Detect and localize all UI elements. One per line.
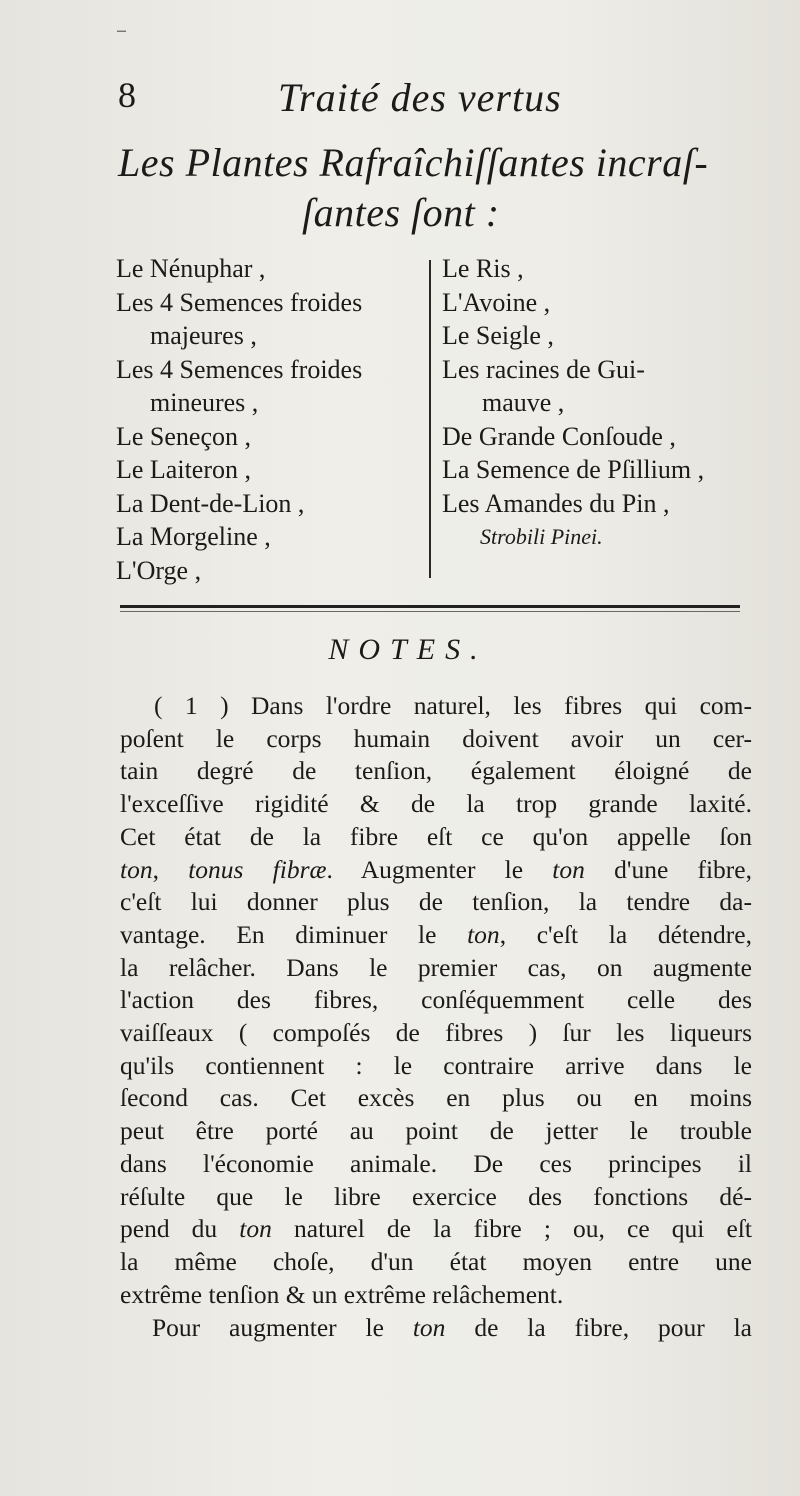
note-line: pend du ton naturel de la fibre ; ou, ce qui eſt	[120, 1214, 752, 1244]
plant-item-text: Le Nénuphar ,	[116, 254, 266, 283]
plant-item-text: L'Orge ,	[116, 555, 202, 585]
plant-item-continuation: mineures ,	[150, 388, 259, 417]
column-divider	[429, 260, 431, 578]
note-line: l'exceſſive rigidité & de la trop grande laxité.	[120, 789, 752, 819]
running-title: Traité des vertus	[278, 75, 562, 120]
note-line: ſecond cas. Cet excès en plus ou en moins	[120, 1083, 752, 1113]
horizontal-rule-thin	[120, 611, 740, 612]
plant-item	[116, 487, 426, 521]
page-number: 8	[118, 75, 136, 115]
plant-item	[116, 286, 426, 353]
section-title-line-2: ſantes ſont :	[302, 190, 500, 235]
plant-item-text: La Dent-de-Lion ,	[116, 488, 305, 518]
plant-item	[116, 453, 426, 487]
plant-item	[442, 487, 782, 521]
note-line: vantage. En diminuer le ton, c'eſt la détendre,	[120, 919, 752, 949]
plant-item	[116, 252, 426, 286]
note-line: tain degré de tenſion, également éloigné de	[120, 756, 752, 786]
plant-item-continuation: mauve ,	[482, 388, 565, 417]
note-line: la même choſe, d'un état moyen entre une	[120, 1246, 752, 1276]
note-line: réſulte que le libre exercice des fonctions dé-	[120, 1181, 752, 1211]
note-1-text	[120, 690, 752, 1311]
note-line: ( 1 ) Dans l'ordre naturel, les fibres qui com-	[154, 691, 752, 720]
plant-item-text: Les 4 Semences froides	[116, 354, 363, 384]
plant-item-continuation: majeures ,	[150, 321, 257, 350]
plant-item	[442, 286, 782, 320]
plant-item	[442, 453, 782, 487]
plant-list-right-column	[442, 252, 782, 554]
plant-item	[442, 420, 782, 454]
plant-item-text: Le Seneçon ,	[116, 421, 252, 451]
plant-item-text: Le Ris ,	[442, 254, 524, 283]
plant-item	[442, 319, 782, 353]
note-line: vaiſſeaux ( compoſés de fibres ) ſur les liqueurs	[120, 1018, 752, 1048]
plant-item-text: Le Seigle ,	[442, 321, 554, 350]
plant-item-text: Les racines de Gui-	[442, 354, 645, 384]
note-line: poſent le corps humain doivent avoir un cer-	[120, 723, 752, 753]
note-line: dans l'économie animale. De ces principes il	[120, 1148, 752, 1178]
plant-item	[116, 420, 426, 454]
plant-item	[116, 520, 426, 554]
plant-item-text: Les 4 Semences froides	[116, 287, 363, 317]
plant-item	[116, 353, 426, 420]
plant-item	[442, 353, 782, 420]
note-line: ton, tonus fibræ. Augmenter le ton d'une fibre,	[120, 854, 752, 884]
note-line: Cet état de la fibre eſt ce qu'on appelle ſon	[120, 821, 752, 851]
section-title	[118, 138, 768, 238]
plant-item-text: L'Avoine ,	[442, 287, 551, 317]
section-title-line-1: Les Plantes Rafraîchiſſantes incraſ-	[118, 140, 709, 185]
plant-item	[442, 252, 782, 286]
horizontal-rule	[120, 605, 740, 608]
catchline: Pour augmenter le ton de la fibre, pour la	[152, 1313, 752, 1342]
plant-item-text: La Morgeline ,	[116, 522, 271, 551]
notes-heading: NOTES.	[328, 633, 488, 666]
plant-item-text: Strobili Pinei.	[480, 524, 603, 549]
printer-mark: –	[116, 18, 127, 43]
note-line: l'action des fibres, conſéquemment celle des	[120, 985, 752, 1015]
plant-list-left-column	[116, 252, 426, 587]
plant-item-text: Le Laiteron ,	[116, 455, 251, 484]
plant-item	[442, 520, 782, 554]
plant-item-text: La Semence de Pſillium ,	[442, 455, 705, 484]
note-line: c'eſt lui donner plus de tenſion, la tendre da-	[120, 887, 752, 917]
plant-item-text: De Grande Conſoude ,	[442, 421, 676, 451]
note-line: qu'ils contiennent : le contraire arrive dans le	[120, 1050, 752, 1080]
plant-item	[116, 554, 426, 588]
plant-list	[116, 252, 776, 585]
note-line: la relâcher. Dans le premier cas, on augmente	[120, 952, 752, 982]
plant-item-text: Les Amandes du Pin ,	[442, 488, 670, 518]
note-line: extrême tenſion & un extrême relâchement.	[120, 1279, 564, 1309]
running-head	[118, 74, 588, 124]
note-line: peut être porté au point de jetter le trouble	[120, 1116, 752, 1146]
